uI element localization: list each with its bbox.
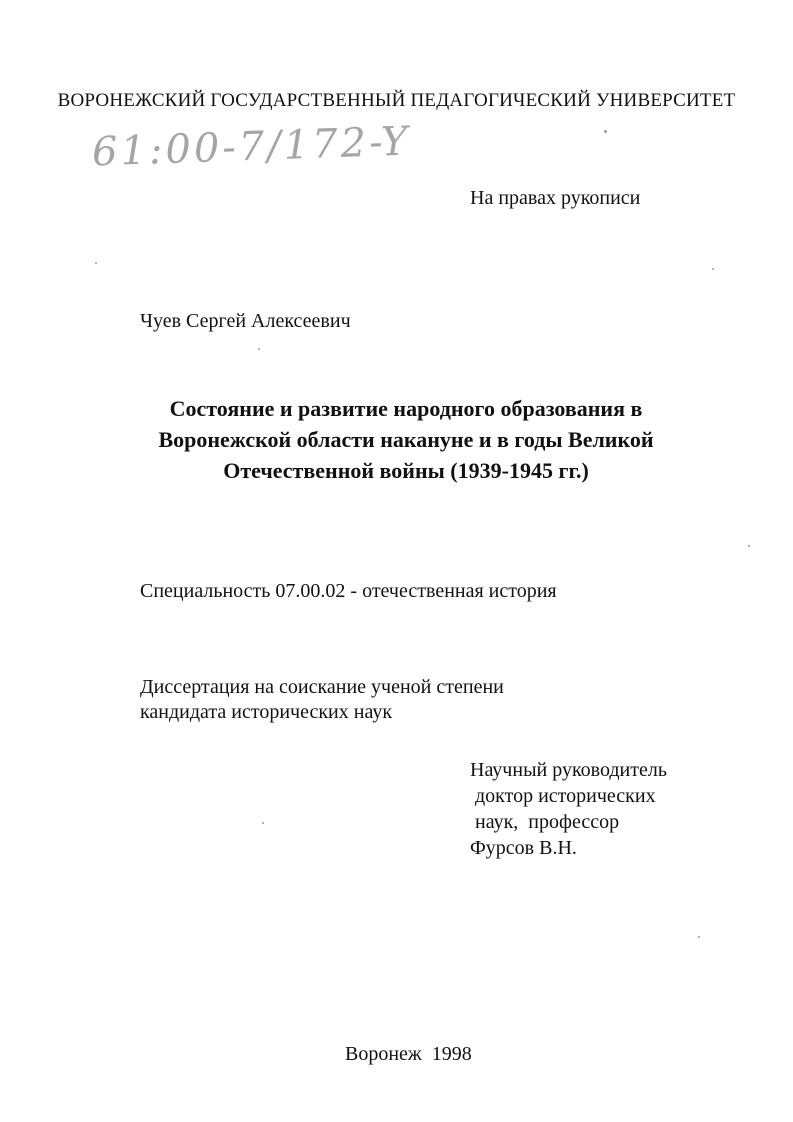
author-name: Чуев Сергей Алексеевич — [140, 310, 351, 332]
university-name: ВОРОНЕЖСКИЙ ГОСУДАРСТВЕННЫЙ ПЕДАГОГИЧЕСКИЙ УНИВЕРСИТЕТ — [57, 90, 736, 111]
degree-statement — [140, 675, 504, 725]
degree-line: Диссертация на соискание ученой степени — [140, 676, 504, 698]
scan-speck — [698, 936, 700, 938]
advisor-line: Научный руководитель — [470, 759, 667, 781]
scan-speck — [748, 545, 750, 547]
advisor-line: наук, профессор — [470, 811, 620, 833]
title-line: Состояние и развитие народного образования в — [169, 396, 643, 421]
scan-speck — [262, 822, 264, 824]
title-line: Отечественной войны (1939-1945 гг.) — [223, 458, 589, 483]
scan-speck — [258, 348, 260, 350]
scan-speck — [95, 262, 97, 264]
advisor-line: Фурсов В.Н. — [470, 837, 577, 859]
degree-line: кандидата исторических наук — [140, 701, 393, 723]
manuscript-rights-note: На правах рукописи — [470, 187, 641, 209]
place-and-year: Воронеж 1998 — [345, 1043, 472, 1065]
advisor-line: доктор исторических — [470, 785, 656, 807]
scan-speck — [604, 130, 607, 133]
handwritten-registration-code: 61:00-7/172-Y — [91, 118, 412, 176]
dissertation-title — [96, 393, 716, 486]
scientific-advisor — [470, 757, 667, 861]
scan-speck — [712, 268, 714, 270]
specialty: Специальность 07.00.02 - отечественная история — [140, 580, 557, 602]
title-line: Воронежской области накануне и в годы Великой — [158, 427, 654, 452]
